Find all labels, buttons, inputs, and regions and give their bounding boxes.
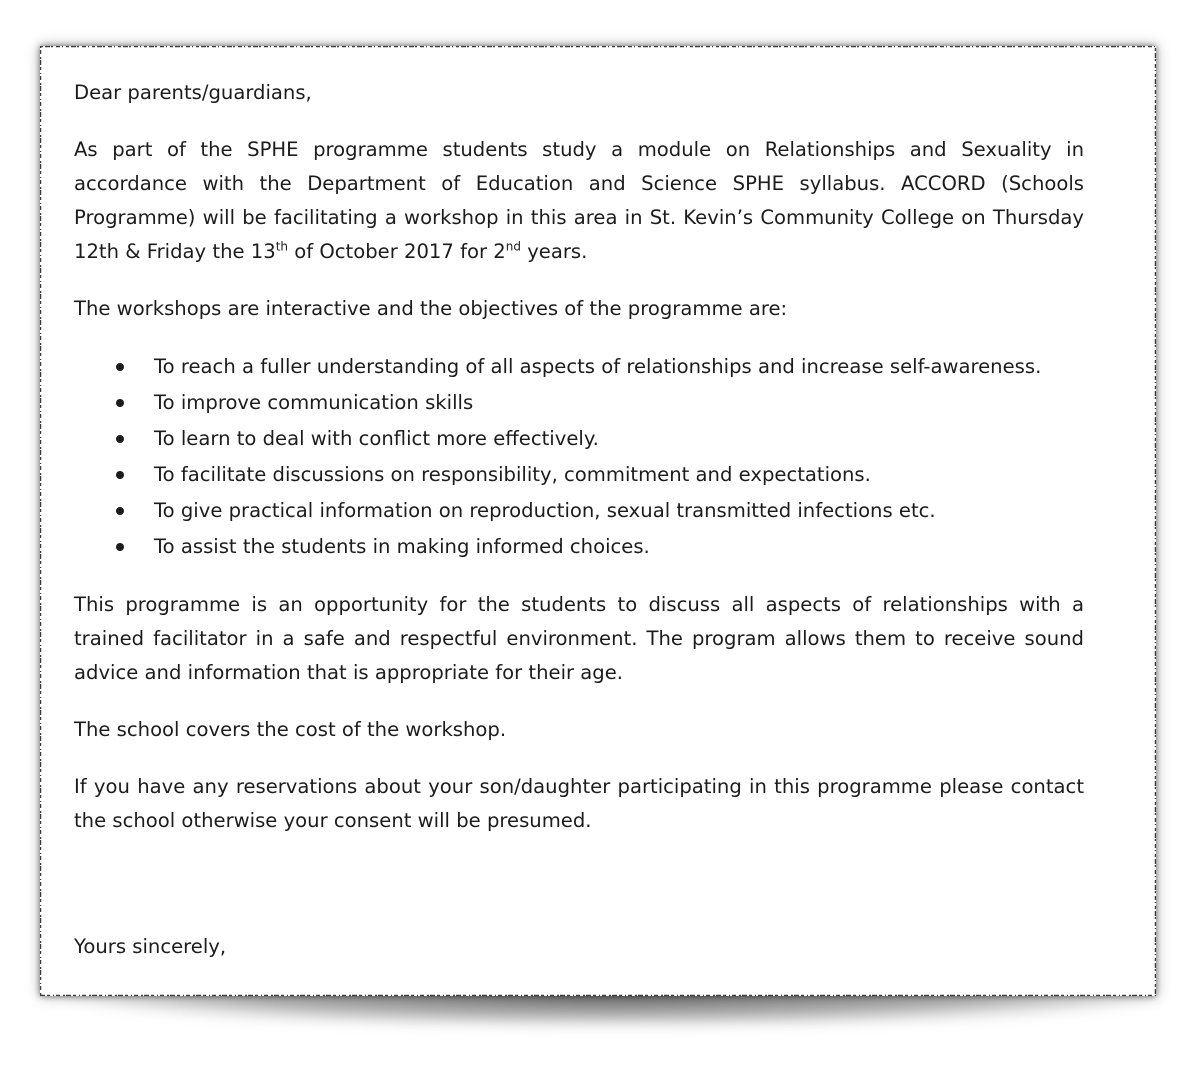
objectives-list bbox=[74, 349, 1084, 565]
objective-text: To facilitate discussions on responsibility, commitment and expectations. bbox=[154, 463, 871, 486]
intro-text-end: years. bbox=[520, 240, 588, 263]
objective-text: To give practical information on reproduction, sexual transmitted infections etc. bbox=[154, 499, 936, 522]
bullet-icon bbox=[116, 435, 124, 443]
intro-text-mid: of October 2017 for 2 bbox=[288, 240, 506, 263]
objective-text: To reach a fuller understanding of all aspects of relationships and increase self-awareness. bbox=[154, 355, 1042, 378]
list-item bbox=[74, 529, 1084, 565]
list-item bbox=[74, 457, 1084, 493]
reservations-paragraph: If you have any reservations about your son/daughter participating in this programme please contact the school otherwise your consent will be presumed. bbox=[74, 775, 1084, 832]
objective-text: To improve communication skills bbox=[154, 391, 474, 414]
intro-superscript-th: th bbox=[275, 239, 289, 254]
intro-text: As part of the SPHE programme students study a module on Relationships and Sexuality in accordance with the Department of Education and Science SPHE syllabus. ACCORD (Schools Programme) will be facilitating a workshop in this area in St. Kevin’s Community College on Thursday 12th & Friday the 13 bbox=[74, 138, 1084, 263]
bullet-icon bbox=[116, 543, 124, 551]
opportunity-paragraph: This programme is an opportunity for the students to discuss all aspects of relationships with a trained facilitator in a safe and respectful environment. The program allows them to receive sound advice and information that is appropriate for their age. bbox=[74, 593, 1084, 684]
list-item bbox=[74, 421, 1084, 457]
objective-text: To learn to deal with conflict more effectively. bbox=[154, 427, 599, 450]
salutation: Dear parents/guardians, bbox=[74, 81, 312, 104]
list-item bbox=[74, 349, 1084, 385]
intro-superscript-nd: nd bbox=[505, 239, 521, 254]
bullet-icon bbox=[116, 471, 124, 479]
list-item bbox=[74, 385, 1084, 421]
intro-paragraph bbox=[74, 133, 1084, 269]
objectives-intro: The workshops are interactive and the objectives of the programme are: bbox=[74, 297, 788, 320]
bullet-icon bbox=[116, 363, 124, 371]
cost-paragraph: The school covers the cost of the workshop. bbox=[74, 718, 507, 741]
closing: Yours sincerely, bbox=[74, 935, 227, 958]
objective-text: To assist the students in making informed choices. bbox=[154, 535, 650, 558]
letter-body bbox=[74, 76, 1084, 964]
bullet-icon bbox=[116, 399, 124, 407]
bullet-icon bbox=[116, 507, 124, 515]
list-item bbox=[74, 493, 1084, 529]
